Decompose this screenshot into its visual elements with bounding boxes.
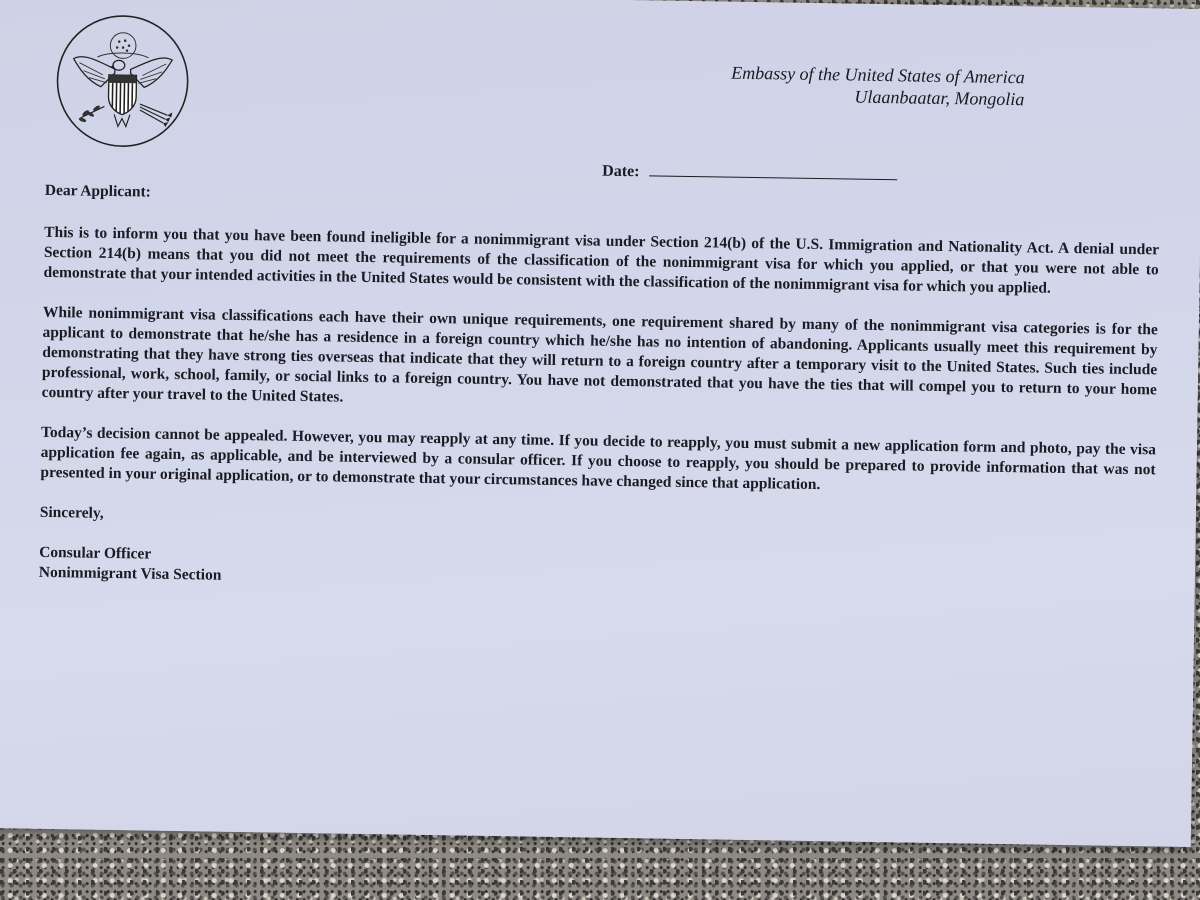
date-row xyxy=(602,160,898,186)
signature-section: Nonimmigrant Visa Section xyxy=(38,563,222,584)
letter-body xyxy=(39,181,1160,600)
embassy-name: Embassy of the United States of America xyxy=(731,62,1025,88)
signature-block xyxy=(39,543,1154,601)
embassy-location: Ulaanbaatar, Mongolia xyxy=(854,86,1025,110)
date-field xyxy=(649,160,897,180)
paragraph-requirements: While nonimmigrant visa classifications each have their own unique requirements, one requirement shared by many of the nonimmigrant visa categories is for the applicant to demonstrate that he/she has a residence in a foreign country which he/she has no intention of abandoning. Applicants usually meet this requirement by demonstrating that they have strong ties overseas that indicate that they will return to a foreign country after a temporary visit to the United States. Such ties include professional, work, school, family, or social links to a foreign country. You have not demonstrated that you have the ties that will compel you to return to your home country after your travel to the United States. xyxy=(41,303,1158,406)
great-seal-icon xyxy=(53,11,193,151)
paragraph-ineligibility: This is to inform you that you have been found ineligible for a nonimmigrant visa under Section 214(b) of the U.S. Immigration and Nationality Act. A denial under Section 214(b) means that you did not meet the requirements of the classification of the nonimmigrant visa for which you applied, or that you were not able to demonstrate that your intended activities in the United States would be consistent with the classification of the nonimmigrant visa for which you applied. xyxy=(43,223,1160,297)
date-label: Date: xyxy=(602,162,640,181)
salutation: Dear Applicant: xyxy=(44,181,152,201)
letterhead xyxy=(731,62,1025,111)
closing: Sincerely, xyxy=(39,503,104,522)
paragraph-reapply: Today’s decision cannot be appealed. However, you may reapply at any time. If you decide to reapply, you must submit a new application form and photo, pay the visa application fee again, as applicable, and be interviewed by a consular officer. If you choose to reapply, you should be prepared to provide information that was not presented in your original application, or to demonstrate that your circumstances have changed since that application. xyxy=(40,423,1157,494)
signature-title: Consular Officer xyxy=(39,543,152,563)
